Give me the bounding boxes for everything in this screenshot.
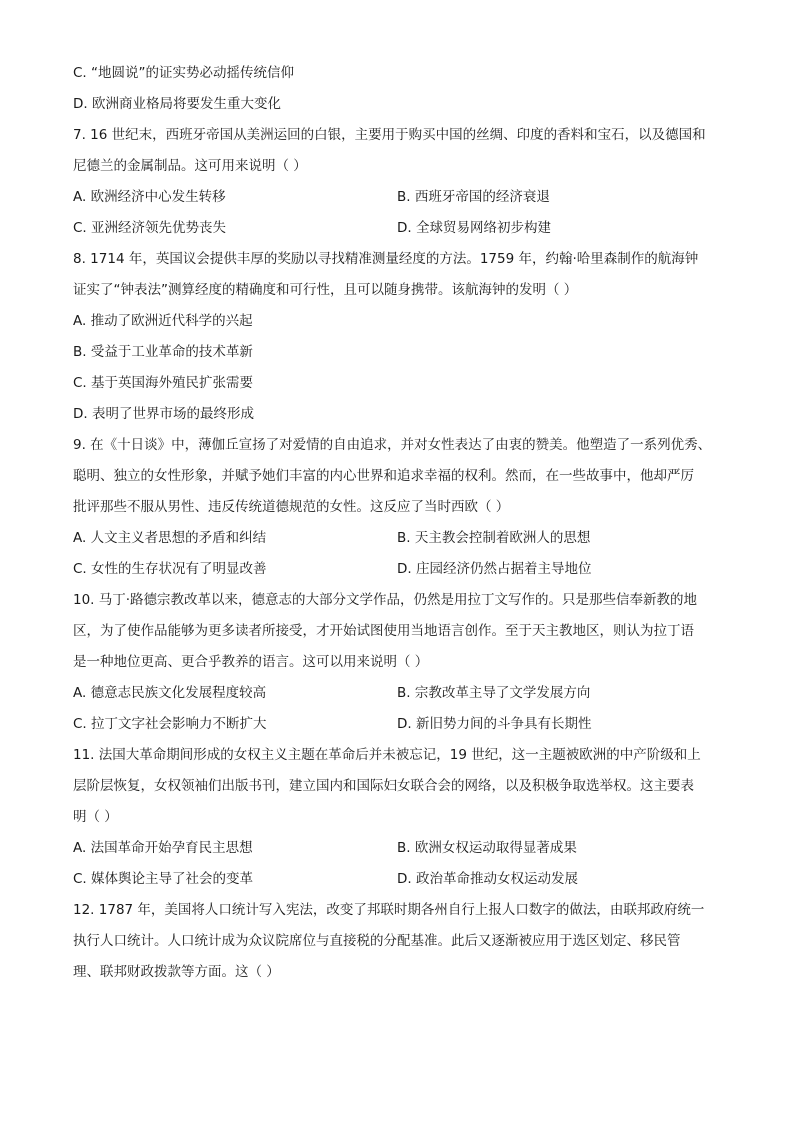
q11-option-c: C. 媒体舆论主导了社会的变革: [73, 871, 254, 887]
q9-option-c: C. 女性的生存状况有了明显改善: [73, 561, 267, 577]
q11-stem-line-2: 层阶层恢复，女权领袖们出版书刊，建立国内和国际妇女联合会的网络，以及积极争取选举权。这主要表: [73, 778, 694, 794]
q7-option-d: D. 全球贸易网络初步构建: [397, 220, 551, 236]
q12-stem-line-2: 执行人口统计。人口统计成为众议院席位与直接税的分配基准。此后又逐渐被应用于选区划定、移民管: [73, 933, 681, 949]
q11-options-row-2: [73, 868, 733, 890]
q10-option-d: D. 新旧势力间的斗争具有长期性: [397, 716, 592, 732]
q9-option-a: A. 人文主义者思想的矛盾和纠结: [73, 530, 267, 546]
q12-stem-line-1: 12. 1787 年，美国将人口统计写入宪法，改变了邦联时期各州自行上报人口数字的做法，由联邦政府统一: [73, 902, 705, 918]
q10-options-row-2: [73, 713, 733, 735]
q6-option-c: C. “地圆说”的证实势必动摇传统信仰: [73, 65, 294, 81]
q10-option-b: B. 宗教改革主导了文学发展方向: [397, 685, 591, 701]
q10-options-row-1: [73, 682, 733, 704]
q8-option-a: A. 推动了欧洲近代科学的兴起: [73, 313, 253, 329]
q8-option-b: B. 受益于工业革命的技术革新: [73, 344, 253, 360]
q9-options-row-2: [73, 558, 733, 580]
q9-option-d: D. 庄园经济仍然占据着主导地位: [397, 561, 592, 577]
exam-page: [73, 62, 733, 983]
q10-stem-line-2: 区，为了使作品能够为更多读者所接受，才开始试图使用当地语言创作。至于天主教地区，则认为拉丁语: [73, 623, 694, 639]
q7-option-c: C. 亚洲经济领先优势丧失: [73, 220, 227, 236]
q11-option-b: B. 欧洲女权运动取得显著成果: [397, 840, 577, 856]
q11-option-d: D. 政治革命推动女权运动发展: [397, 871, 578, 887]
q8-option-d: D. 表明了世界市场的最终形成: [73, 406, 254, 422]
q9-stem-line-2: 聪明、独立的女性形象，并赋予她们丰富的内心世界和追求幸福的权利。然而，在一些故事中，他却严厉: [73, 468, 694, 484]
q9-options-row-1: [73, 527, 733, 549]
q9-option-b: B. 天主教会控制着欧洲人的思想: [397, 530, 591, 546]
q7-option-a: A. 欧洲经济中心发生转移: [73, 189, 226, 205]
q7-options-row-2: [73, 217, 733, 239]
q10-stem-line-1: 10. 马丁·路德宗教改革以来，德意志的大部分文学作品，仍然是用拉丁文写作的。只是那些信奉新教的地: [73, 592, 698, 608]
q6-option-d: D. 欧洲商业格局将要发生重大变化: [73, 96, 281, 112]
q7-stem-line-1: 7. 16 世纪末，西班牙帝国从美洲运回的白银，主要用于购买中国的丝绸、印度的香料和宝石，以及德国和: [73, 127, 706, 143]
q8-option-c: C. 基于英国海外殖民扩张需要: [73, 375, 254, 391]
q10-stem-line-3: 是一种地位更高、更合乎教养的语言。这可以用来说明（ ）: [73, 654, 429, 670]
q11-option-a: A. 法国革命开始孕育民主思想: [73, 840, 253, 856]
q7-option-b: B. 西班牙帝国的经济衰退: [397, 189, 550, 205]
q11-stem-line-3: 明（ ）: [73, 809, 118, 825]
q9-stem-line-3: 批评那些不服从男性、违反传统道德规范的女性。这反应了当时西欧（ ）: [73, 499, 510, 515]
q7-stem-line-2: 尼德兰的金属制品。这可用来说明（ ）: [73, 158, 307, 174]
q11-stem-line-1: 11. 法国大革命期间形成的女权主义主题在革命后并未被忘记，19 世纪，这一主题被欧洲的中产阶级和上: [73, 747, 701, 763]
q7-options-row-1: [73, 186, 733, 208]
q9-stem-line-1: 9. 在《十日谈》中，薄伽丘宣扬了对爱情的自由追求，并对女性表达了由衷的赞美。他塑造了一系列优秀、: [73, 437, 712, 453]
q10-option-c: C. 拉丁文字社会影响力不断扩大: [73, 716, 267, 732]
q12-stem-line-3: 理、联邦财政拨款等方面。这（ ）: [73, 964, 280, 980]
q8-stem-line-2: 证实了“钟表法”测算经度的精确度和可行性，且可以随身携带。该航海钟的发明（ ）: [73, 282, 578, 298]
q8-stem-line-1: 8. 1714 年，英国议会提供丰厚的奖励以寻找精准测量经度的方法。1759 年，约翰·哈里森制作的航海钟: [73, 251, 699, 267]
q10-option-a: A. 德意志民族文化发展程度较高: [73, 685, 267, 701]
q11-options-row-1: [73, 837, 733, 859]
